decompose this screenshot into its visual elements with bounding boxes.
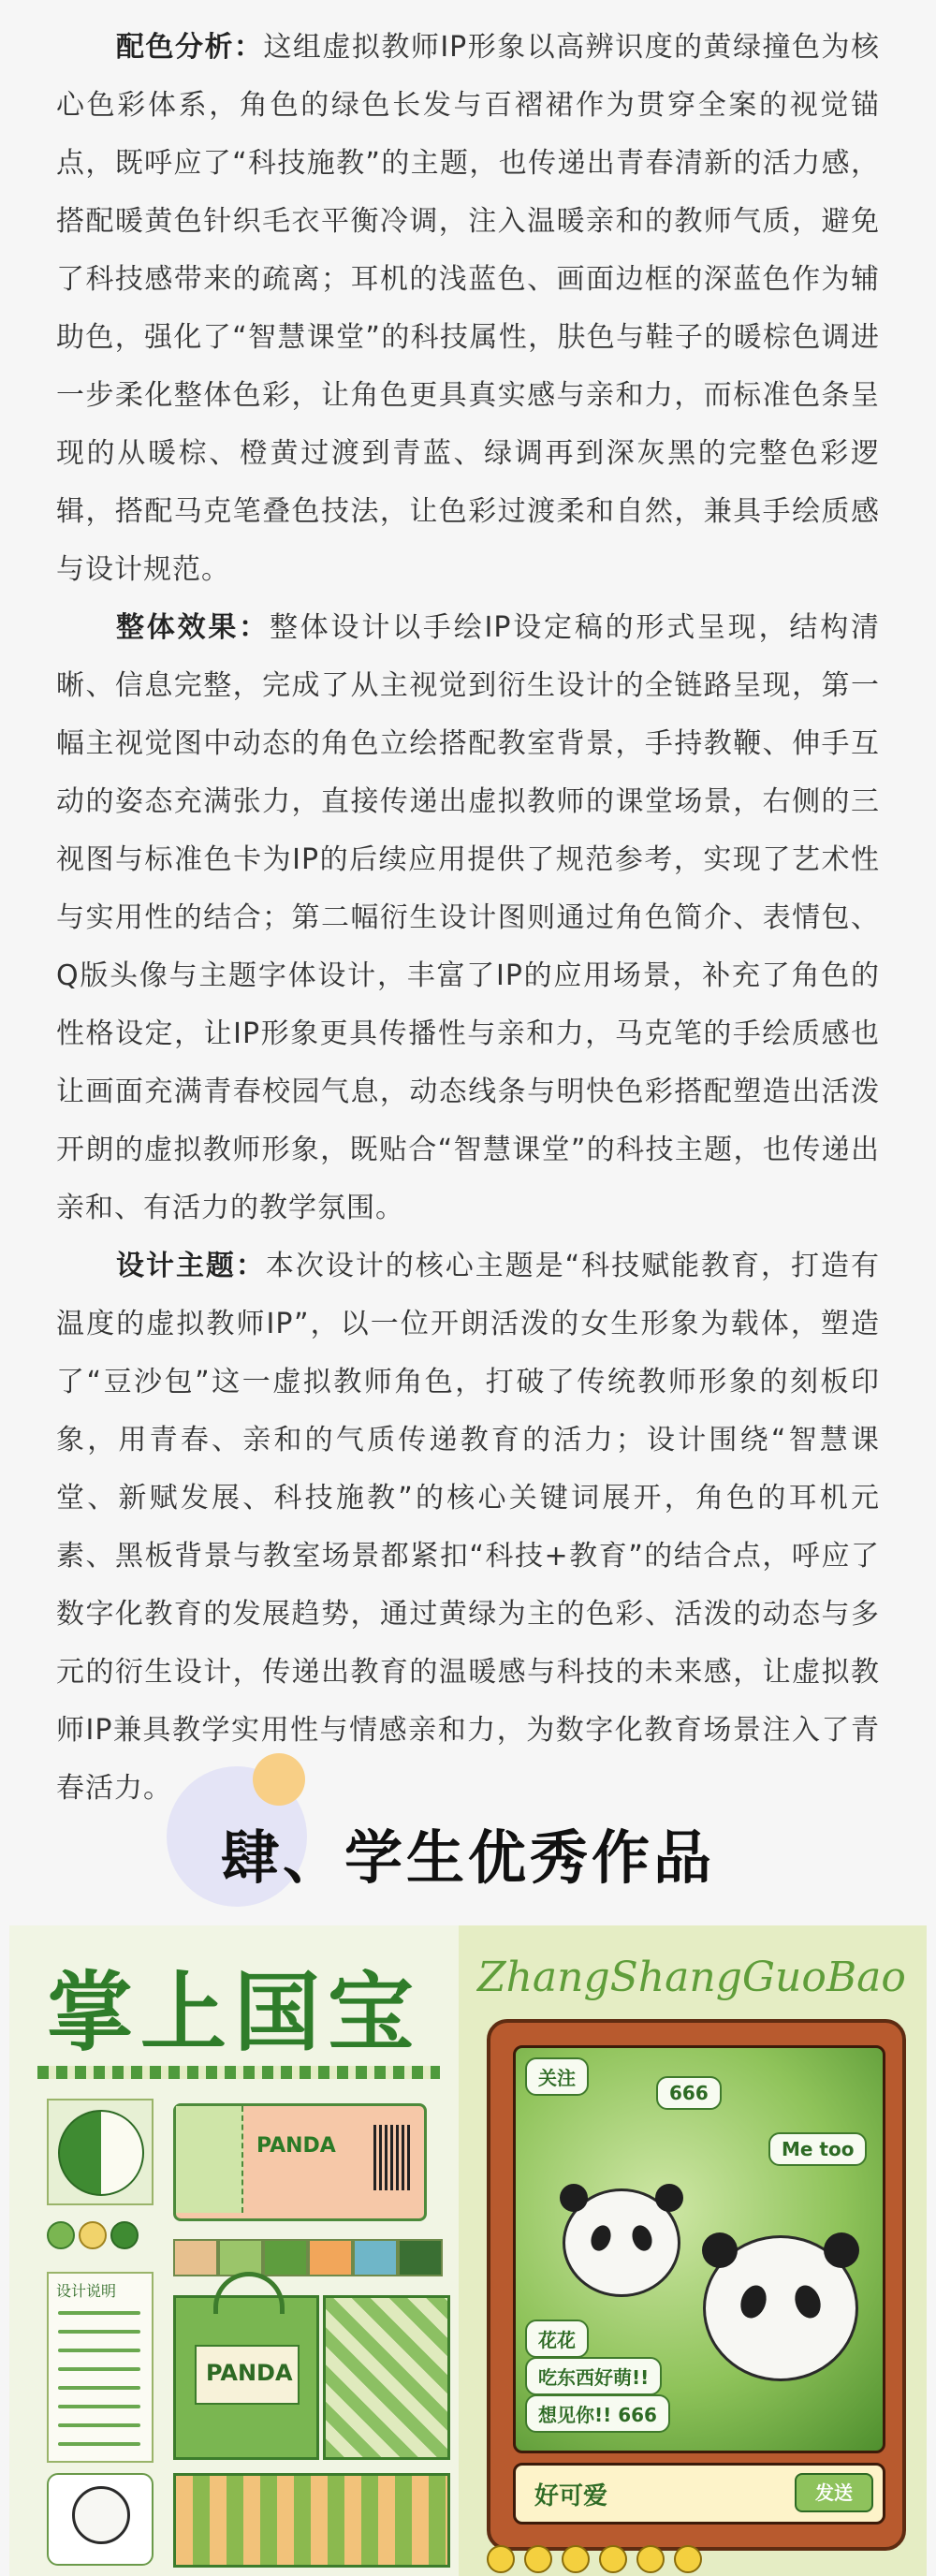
small-panda-illustration [563,2188,680,2297]
ticket-stub [176,2106,243,2213]
panda-eye [629,2222,655,2253]
notes-line [58,2423,140,2427]
notes-line [58,2349,140,2352]
pattern-sample [323,2295,450,2460]
color-dots [47,2216,168,2253]
emoji-icon [524,2545,552,2573]
tote-bag [173,2295,319,2460]
notes-line [58,2330,140,2334]
panda-eye [791,2282,826,2322]
color-swatches [173,2239,445,2276]
chat-bubble: 吃东西好萌!! [525,2357,662,2395]
chat-bubble: 花花 [525,2320,589,2358]
panda-ticket [173,2103,427,2221]
section-heading: 肆、学生优秀作品 [220,1823,715,1892]
emoji-icon [562,2545,590,2573]
notes-line [58,2386,140,2390]
panda-face-icon [72,2486,130,2544]
swatch [218,2239,263,2276]
chat-bubble: 想见你!! 666 [525,2394,670,2433]
panda-logo-tile [47,2099,154,2205]
paragraph-text: 本次设计的核心主题是“科技赋能教育，打造有温度的虚拟教师IP”，以一位开朗活泼的女生形象为载体，塑造了“豆沙包”这一虚拟教师角色，打破了传统教师形象的刻板印象，用青春、亲和的气质传递教育的活力；设计围绕“智慧课堂、新赋发展、科技施教”的核心关键词展开，角色的耳机元素、黑板背景与教室场景都紧扣“科技+教育”的结合点，呼应了数字化教育的发展趋势，通过黄绿为主的色彩、活泼的动态与多元的衍生设计，传递出教育的温暖感与科技的未来感，让虚拟教师IP兼具教学实用性与情感亲和力，为数字化教育场景注入了青春活力。 [56,1250,880,1805]
decorative-strip [37,2066,440,2079]
paragraph-lead: 整体效果： [116,611,270,644]
chat-bubble: 关注 [525,2057,589,2096]
paragraph-color-analysis [56,19,880,599]
stripe-pattern [173,2473,450,2568]
swatch [173,2239,218,2276]
bag-handle [213,2272,285,2314]
emoji-row [487,2545,908,2573]
barcode-icon [373,2125,411,2190]
paragraph-text: 整体设计以手绘IP设定稿的形式呈现，结构清晰、信息完整，完成了从主视觉到衍生设计的全链路呈现，第一幅主视觉图中动态的角色立绘搭配教室背景，手持教鞭、伸手互动的姿态充满张力，直接传递出虚拟教师的课堂场景，右侧的三视图与标准色卡为IP的后续应用提供了规范参考，实现了艺术性与实用性的结合；第二幅衍生设计图则通过角色简介、表情包、Q版头像与主题字体设计，丰富了IP的应用场景，补充了角色的性格设定，让IP形象更具传播性与亲和力，马克笔的手绘质感也让画面充满青春校园气息，动态线条与明快色彩搭配塑造出活泼开朗的虚拟教师形象，既贴合“智慧课堂”的科技主题，也传递出亲和、有活力的教学氛围。 [56,611,880,1224]
emoji-icon [674,2545,702,2573]
phone-frame [487,2019,906,2551]
chat-bubble: Me too [768,2132,867,2166]
notes-label: 设计说明 [56,2282,117,2300]
emoji-icon [487,2545,515,2573]
artwork-title: 掌上国宝 [47,1962,422,2063]
swatch [263,2239,308,2276]
large-panda-illustration [703,2235,858,2381]
chat-input-bar [513,2463,885,2525]
notes-line [58,2405,140,2408]
chat-input-text: 好可爱 [534,2482,608,2510]
artwork-left-panel [9,1925,461,2576]
article-body [56,19,880,1818]
bag-tag [195,2345,300,2405]
bag-label: PANDA [206,2360,293,2386]
student-artwork-image [9,1925,927,2576]
paragraph-lead: 设计主题： [116,1250,266,1282]
design-notes-card [47,2272,154,2463]
notes-line [58,2367,140,2371]
paragraph-overall-effect [56,599,880,1237]
swatch [398,2239,443,2276]
paragraph-design-theme [56,1237,880,1818]
emoji-icon [599,2545,627,2573]
ticket-label: PANDA [256,2134,336,2158]
artwork-pinyin-title: ZhangShangGuoBao [477,1954,906,2001]
artwork-right-panel [459,1925,927,2576]
panda-ear [560,2184,588,2212]
panda-eye [588,2222,614,2253]
heading-decoration-dot [253,1753,305,1806]
notes-line [58,2442,140,2446]
panda-eye [737,2282,771,2322]
chat-bubble: 666 [656,2076,722,2110]
panda-yinyang-icon [58,2110,144,2196]
emoji-icon [636,2545,665,2573]
color-dot [79,2221,107,2249]
panda-mascot-sketch [47,2473,154,2566]
paragraph-text: 这组虚拟教师IP形象以高辨识度的黄绿撞色为核心色彩体系，角色的绿色长发与百褶裙作为贯穿全案的视觉锚点，既呼应了“科技施教”的主题，也传递出青春清新的活力感，搭配暖黄色针织毛衣平衡冷调，注入温暖亲和的教师气质，避免了科技感带来的疏离；耳机的浅蓝色、画面边框的深蓝色作为辅助色，强化了“智慧课堂”的科技属性，肤色与鞋子的暖棕色调进一步柔化整体色彩，让角色更具真实感与亲和力，而标准色条呈现的从暖棕、橙黄过渡到青蓝、绿调再到深灰黑的完整色彩逻辑，搭配马克笔叠色技法，让色彩过渡柔和自然，兼具手绘质感与设计规范。 [56,31,880,586]
send-button-drawing: 发送 [795,2473,873,2512]
panda-ear [702,2232,738,2268]
panda-ear [824,2232,859,2268]
panda-ear [655,2184,683,2212]
swatch [308,2239,353,2276]
swatch [353,2239,398,2276]
paragraph-lead: 配色分析： [116,31,264,64]
color-dot [110,2221,139,2249]
bamboo-scene [513,2045,885,2453]
notes-line [58,2311,140,2315]
color-dot [47,2221,75,2249]
